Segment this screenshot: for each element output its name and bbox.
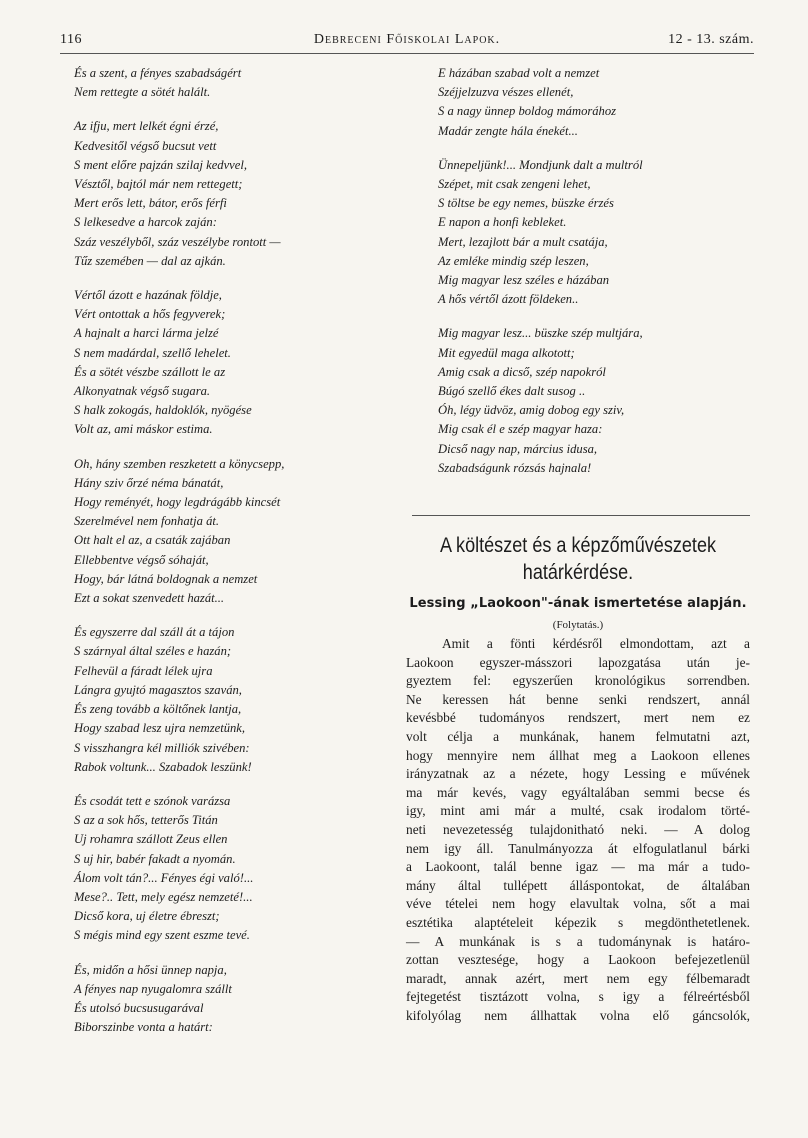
article-line: Amit a fönti kérdésről elmondottam, azt a [442,636,750,651]
poem-line: Dicső nagy nap, március idusa, [438,441,598,456]
poem-line: S uj hir, babér fakadt a nyomán. [74,851,236,866]
poem-line: S ment előre pajzán szilaj kedvvel, [74,157,248,172]
poem-line: S szárnyal által széles e hazán; [74,644,232,659]
poem-line: Mert erős lett, bátor, erős férfi [74,196,227,211]
poem-line: E napon a honfi kebleket. [438,215,567,230]
poem-line: Hogy, bár látná boldognak a nemzet [74,571,258,586]
running-head [60,32,754,54]
poem-stanza [438,64,750,141]
poem-line: Mese?.. Tett, mely egész nemzeté!... [74,889,253,904]
poem-line: Amig csak a dicső, szép napokról [438,364,606,379]
poem-line: És zeng tovább a költőnek lantja, [74,702,242,717]
poem-line: A fényes nap nyugalomra szállt [74,981,232,996]
poem-line: Hány sziv őrzé néma bánatát, [74,475,224,490]
article-line: maradt, annak azért, mert nem egy félbemaradt [406,970,750,986]
poem-line: Madár zengte hála énekét... [438,123,578,138]
poem-line: És, midőn a hősi ünnep napja, [74,962,227,977]
poem-line: Óh, légy üdvöz, amig dobog egy sziv, [438,403,625,418]
poem-line: Mert, lezajlott bár a mult csatája, [438,234,608,249]
poem-stanza [74,792,404,946]
poem-line: Vésztől, bajtól már nem rettegett; [74,177,243,192]
article-line: volt célja a munkának, hanem felmutatni azt, [406,728,750,744]
poem-line: És a szent, a fényes szabadságért [74,66,242,80]
article-body [406,635,750,1025]
poem-line: S halk zokogás, haldoklók, nyögése [74,403,252,418]
article-line: nem igy áll. Tanulmányozza át elfogulatlanul bárki [406,840,750,856]
poem-line: És a sötét vészbe szállott le az [74,364,226,379]
poem-line: S az a sok hős, tetterős Titán [74,813,218,828]
poem-stanza [438,324,750,478]
article-title-line-2: határkérdése. [522,561,634,584]
poem-line: Mig csak él e szép magyar haza: [438,422,603,437]
continuation-note: (Folytatás.) [552,619,604,631]
poem-line: Az emléke mindig szép leszen, [438,253,589,268]
poem-stanza [74,64,404,102]
poem-line: Ünnepeljünk!... Mondjunk dalt a multról [438,157,643,172]
section-divider [412,515,750,516]
poem-line: Tűz szemében — dal az ajkán. [74,253,226,268]
poem-line: Ellebbentve végső sóhaját, [74,552,209,567]
article-line: hogy mennyire nem állhat meg a Laokoon ellenes [406,747,750,763]
article-title [430,532,726,586]
poem-line: Hogy szabad lesz ujra nemzetünk, [74,721,246,736]
poem-column-right [438,64,750,493]
poem-line: Kedvesitől végső bucsut vett [74,138,217,153]
poem-line: A hős vértől ázott földeken.. [438,292,579,307]
poem-line: És egyszerre dal száll át a tájon [74,625,235,640]
issue-number: 12 - 13. szám. [668,32,754,47]
poem-line: És utolsó bucsusugarával [74,1000,204,1015]
poem-stanza [74,455,404,609]
poem-line: Vért ontottak a hős fegyverek; [74,307,226,322]
poem-line: Szépet, mit csak zengeni lehet, [438,177,591,192]
article [406,532,750,1025]
poem-line: S mégis mind egy szent eszme tevé. [74,928,250,943]
poem-line: Száz veszélyből, száz veszélybe rontott — [74,234,281,249]
article-line: véve tételei nem hogy elavultak volna, sőt a mai [406,896,750,912]
poem-line: Szerelmével nem fonhatja át. [74,514,220,529]
poem-stanza [74,286,404,440]
article-line: kifolyólag nem állhattak volna elő gáncsolók, [406,1007,750,1023]
poem-line: Uj rohamra szállott Zeus ellen [74,832,228,847]
poem-column-left [74,64,404,1052]
article-line: — A munkának is s a tudománynak is határo- [406,933,750,949]
poem-line: Felhevül a fáradt lélek ujra [74,663,213,678]
poem-line: Ezt a sokat szenvedett hazát... [74,591,225,606]
poem-line: Oh, hány szemben reszketett a könycsepp, [74,456,285,471]
poem-stanza [74,961,404,1038]
poem-line: Mig magyar lesz... büszke szép multjára, [438,326,643,341]
poem-stanza [74,623,404,777]
poem-line: Szabadságunk rózsás hajnala! [438,460,592,475]
poem-line: Álom volt tán?... Fényes égi való!... [74,870,254,885]
poem-line: Hogy reményét, hogy legdrágább kincsét [74,495,281,510]
poem-line: Nem rettegte a sötét halált. [74,85,211,100]
poem-line: Rabok voltunk... Szabadok leszünk! [74,759,252,774]
poem-line: S lelkesedve a harcok zaján: [74,215,217,230]
poem-line: Mit egyedül maga alkotott; [438,345,575,360]
article-line: Ne keressen hát benne senki rendszert, annál [406,691,750,707]
page-number: 116 [60,32,82,47]
article-line: kevésbbé tudományos rendszert, mert nem ez [406,710,750,726]
poem-line: S a nagy ünnep boldog mámorához [438,104,617,119]
poem-line: És csodát tett e szónok varázsa [74,793,231,808]
journal-title: Debreceni Főiskolai Lapok. [313,32,501,47]
poem-line: S töltse be egy nemes, büszke érzés [438,196,614,211]
article-line: zottan vesztesége, hogy a Laokoon befejezetlenül [406,952,750,968]
poem-line: Mig magyar lesz széles e házában [438,273,610,288]
poem-line: Biborszinbe vonta a határt: [74,1020,213,1035]
header-rule [60,53,754,54]
article-line: ma már kevés, vagy egyáltalában semmi becse és [406,784,750,800]
poem-line: A hajnalt a harci lárma jelzé [74,326,219,341]
article-line: igy, mint ami már a multé, csak irodalom törté- [406,803,750,819]
poem-line: S nem madárdal, szellő lehelet. [74,345,231,360]
poem-line: E házában szabad volt a nemzet [438,66,600,80]
article-line: Laokoon egyszer-másszori lapozgatása után je- [406,654,750,670]
poem-line: Vértől ázott e hazának földje, [74,288,222,303]
article-line: gyeztem fel: egyszerűen kronológikus sorrendben. [406,673,750,689]
article-subtitle: Lessing „Laokoon"-ának ismertetése alapján. [409,596,747,611]
poem-line: Búgó szellő ékes dalt susog .. [438,384,586,399]
poem-line: Alkonyatnak végső sugara. [74,384,211,399]
poem-line: Ott halt el az, a csaták zajában [74,533,231,548]
poem-line: S visszhangra kél milliók szivében: [74,740,250,755]
article-line: irányzatnak az a nézete, hogy Lessing e művének [406,766,750,782]
article-line: fejtegetést tisztázott volna, s igy a félreértésből [406,989,750,1005]
article-line: mány által tullépett álláspontokat, de általában [406,877,750,893]
poem-line: Volt az, ami máskor estima. [74,422,213,437]
poem-line: Dicső kora, uj életre ébreszt; [74,909,220,924]
article-line: neti nevezetesség tulajdonitható neki. — A dolog [406,821,750,837]
article-line: a Laokoont, talál benne igaz — ma már a tudo- [406,859,750,875]
poem-stanza [438,156,750,310]
article-title-line-1: A költészet és a képzőművészetek [439,534,717,557]
poem-line: Az ifju, mert lelkét égni érzé, [74,119,219,134]
poem-line: Széjjelzuzva vészes ellenét, [438,85,574,100]
poem-stanza [74,117,404,271]
poem-line: Lángra gyujtó magasztos szaván, [74,682,242,697]
article-line: esztétika alaptételeit képezik s megdönthetetlenek. [406,914,750,930]
